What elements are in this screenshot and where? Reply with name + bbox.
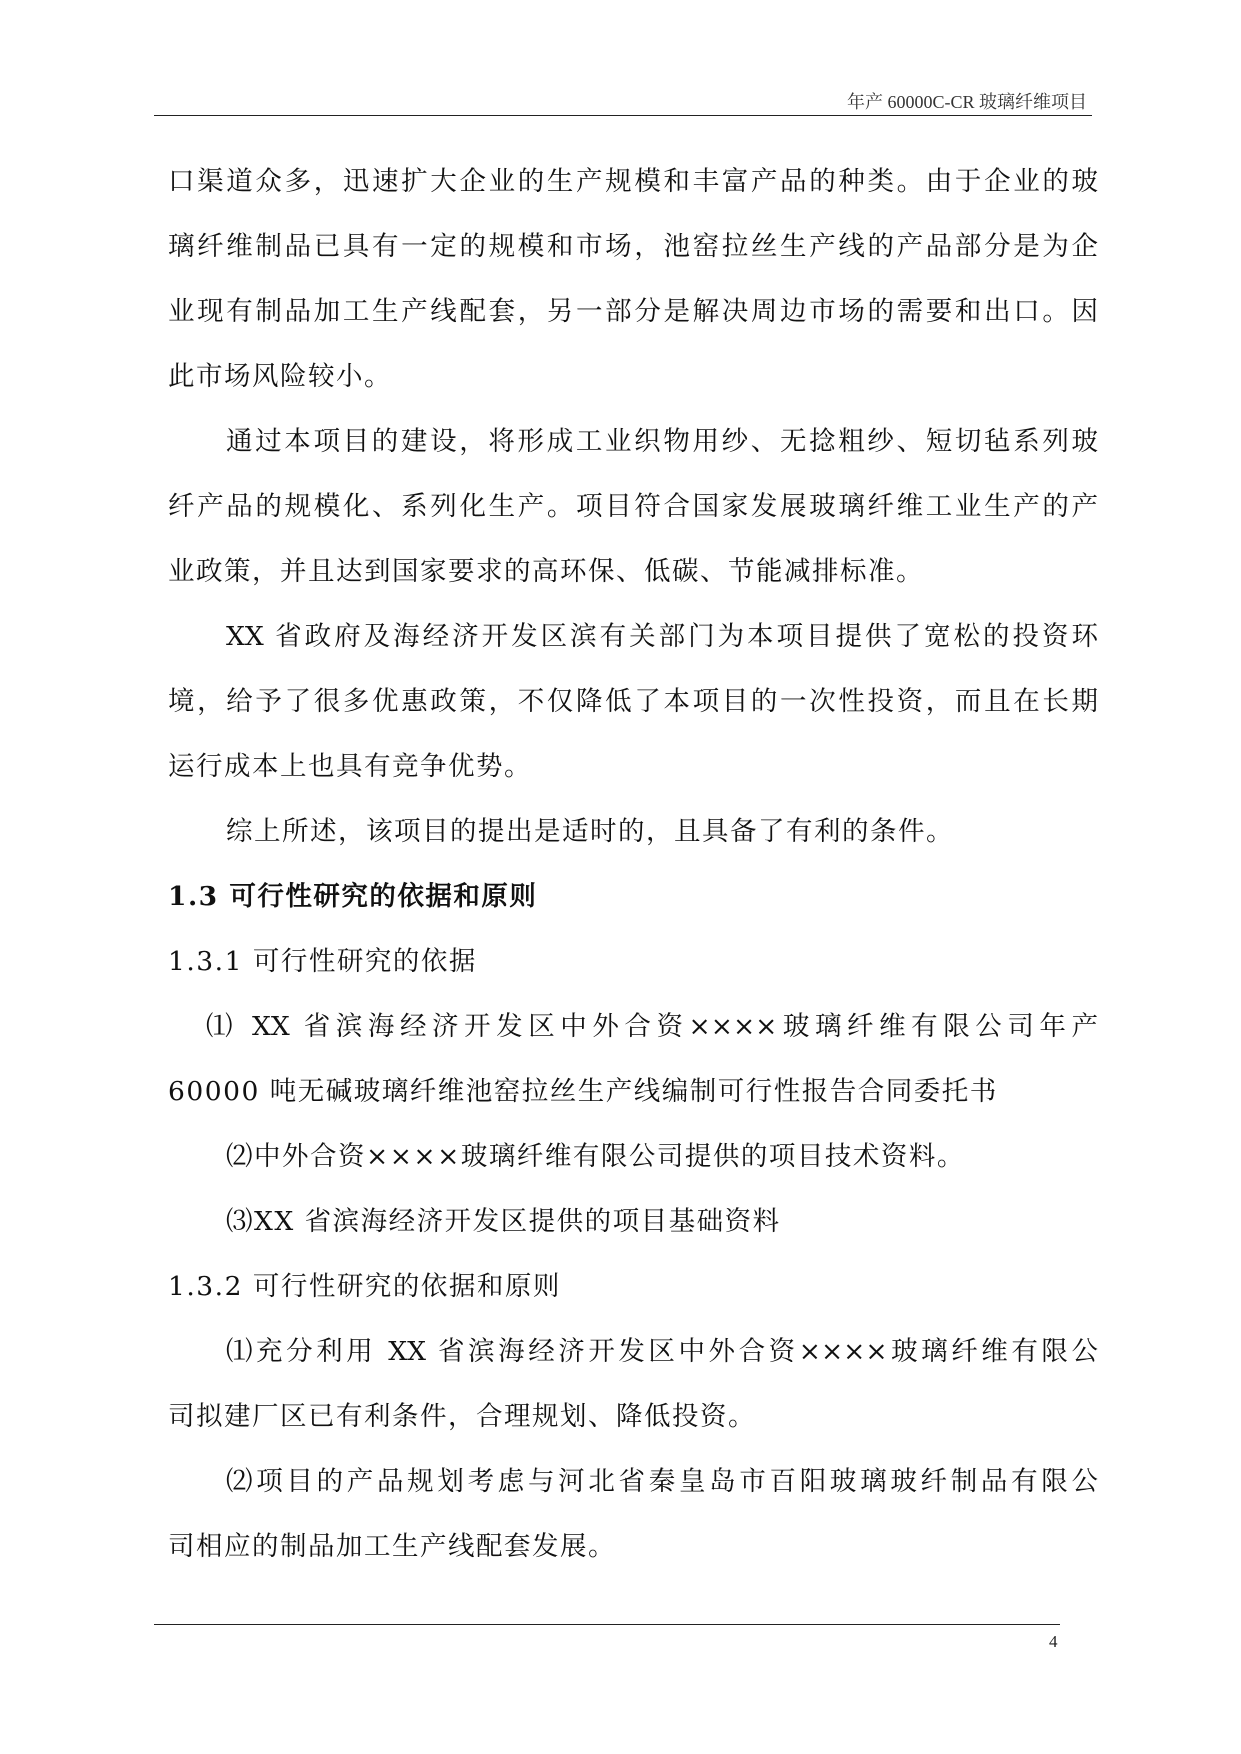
list-item: ⑴ XX 省滨海经济开发区中外合资××××玻璃纤维有限公司年产 [206,1011,1098,1042]
footer-divider [154,1624,1060,1625]
list-item: ⑵项目的产品规划考虑与河北省秦皇岛市百阳玻璃玻纤制品有限公 [226,1466,1098,1497]
page-body [168,162,1098,1592]
body-line: 运行成本上也具有竞争优势。 [168,751,532,782]
body-line: 境，给予了很多优惠政策，不仅降低了本项目的一次性投资，而且在长期 [168,686,1098,717]
header-divider [154,115,1092,116]
body-line: 此市场风险较小。 [168,361,392,392]
subsection-heading: 1.3.1 可行性研究的依据 [168,946,477,977]
page-number: 4 [1049,1632,1058,1651]
subsection-heading: 1.3.2 可行性研究的依据和原则 [168,1271,561,1302]
body-line: 60000 吨无碱玻璃纤维池窑拉丝生产线编制可行性报告合同委托书 [168,1076,998,1107]
list-item: ⑵中外合资××××玻璃纤维有限公司提供的项目技术资料。 [226,1141,965,1172]
list-item: ⑶XX 省滨海经济开发区提供的项目基础资料 [226,1206,781,1237]
body-line: 综上所述，该项目的提出是适时的，且具备了有利的条件。 [226,816,954,847]
body-line: 司相应的制品加工生产线配套发展。 [168,1531,616,1562]
body-line: 通过本项目的建设，将形成工业织物用纱、无捻粗纱、短切毡系列玻 [226,426,1098,457]
list-item: ⑴充分利用 XX 省滨海经济开发区中外合资××××玻璃纤维有限公 [226,1336,1098,1367]
body-line: 业政策，并且达到国家要求的高环保、低碳、节能减排标准。 [168,556,924,587]
running-header: 年产 60000C-CR 玻璃纤维项目 [846,92,1087,112]
body-line: 司拟建厂区已有利条件，合理规划、降低投资。 [168,1401,756,1432]
section-heading: 1.3 可行性研究的依据和原则 [168,881,538,912]
body-line: XX 省政府及海经济开发区滨有关部门为本项目提供了宽松的投资环 [226,621,1098,652]
body-line: 璃纤维制品已具有一定的规模和市场，池窑拉丝生产线的产品部分是为企 [168,231,1098,262]
body-line: 纤产品的规模化、系列化生产。项目符合国家发展玻璃纤维工业生产的产 [168,491,1098,522]
body-line: 口渠道众多，迅速扩大企业的生产规模和丰富产品的种类。由于企业的玻 [168,166,1098,197]
body-line: 业现有制品加工生产线配套，另一部分是解决周边市场的需要和出口。因 [168,296,1098,327]
